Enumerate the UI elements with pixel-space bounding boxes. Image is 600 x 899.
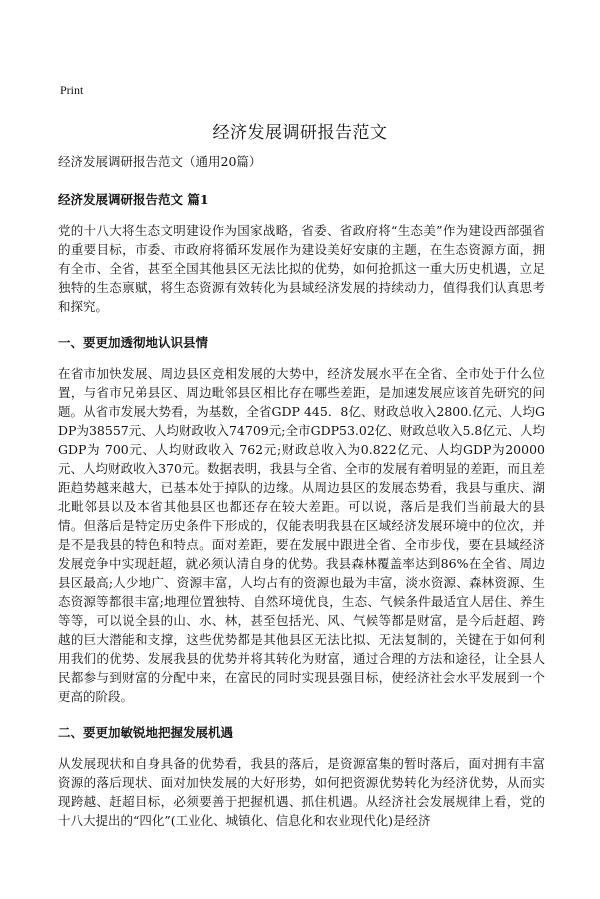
intro-paragraph: 党的十八大将生态文明建设作为国家战略，省委、省政府将“生态美”作为建设西部强省的重要目标，市委、市政府将循环发展作为建设美好安康的主题，在生态资源方面，拥有全市、全省，甚至全国其他县区无法比拟的优势，如何抢抓这一重大历史机遇，立足独特的生态禀赋，将生态资源有效转化为县域经济发展的持续动力，值得我们认真思考和探究。 — [58, 223, 545, 314]
article-heading: 经济发展调研报告范文 篇1 — [58, 192, 209, 207]
section-paragraph-1: 在省市加快发展、周边县区竞相发展的大势中，经济发展水平在全省、全市处于什么位置，与省市兄弟县区、周边毗邻县区相比存在哪些差距，是加速发展应该首先研究的问题。从省市发展大势看，为基数，全省GDP 445．8亿、财政总收入2800.亿元、人均GDP为38557元、人均财政收入74709元;全市GDP53.02亿、财政总收入5.8亿元、人均GDP为 700元、人均财政收入 762元;财政总收入为0.822亿元、人均GDP为20000元、人均财政收入370元。数据表明，我县与全省、全市的发展有着明显的差距，而且差距趋势越来越大，已基本处于掉队的边缘。从周边县区的发展态势看，我县与重庆、湖北毗邻县以及本省其他县区也都还存在较大差距。可以说，落后是我们当前最大的县情。但落后是特定历史条件下形成的，仅能表明我县在区域经济发展环境中的位次，并是不是我县的特色和特点。面对差距，要在发展中跟进全省、全市步伐，要在县域经济发展竞争中实现赶超，就必须认清自身的优势。我县森林覆盖率达到86%在全省、周边县区最高;人少地广、资源丰富，人均占有的资源也最为丰富，淡水资源、森林资源、生态资源等都很丰富;地理位置独特、自然环境优良，生态、气候条件最适宜人居住、养生等等，可以说全县的山、水、林，甚至包括光、风、气候等都是财富，是今后赶超、跨越的巨大潜能和支撑，这些优势都是其他县区无法比拟、无法复制的，关键在于如何利用我们的优势、发展我县的优势并将其转化为财富，通过合理的方法和途径，让全县人民都参与到财富的分配中来，在富民的同时实现县强目标，使经济社会水平发展到一个更高的阶段。 — [58, 366, 545, 704]
document-body — [58, 152, 545, 830]
document-subtitle: 经济发展调研报告范文（通用20篇） — [58, 154, 262, 169]
section-heading-1: 一、要更加透彻地认识县情 — [58, 335, 209, 350]
section-heading-2: 二、要更加敏锐地把握发展机遇 — [58, 725, 234, 740]
document-title: 经济发展调研报告范文 — [212, 123, 388, 143]
print-label: Print — [60, 83, 84, 97]
section-paragraph-2: 从发展现状和自身具备的优势看，我县的落后，是资源富集的暂时落后，面对拥有丰富资源的落后现状、面对加快发展的大好形势，如何把资源优势转化为经济优势，从而实现跨越、赶超目标，必须要善于把握机遇、抓住机遇。从经济社会发展规律上看，党的十八大提出的“四化”(工业化、城镇化、信息化和农业现代化)是经济 — [58, 756, 545, 828]
